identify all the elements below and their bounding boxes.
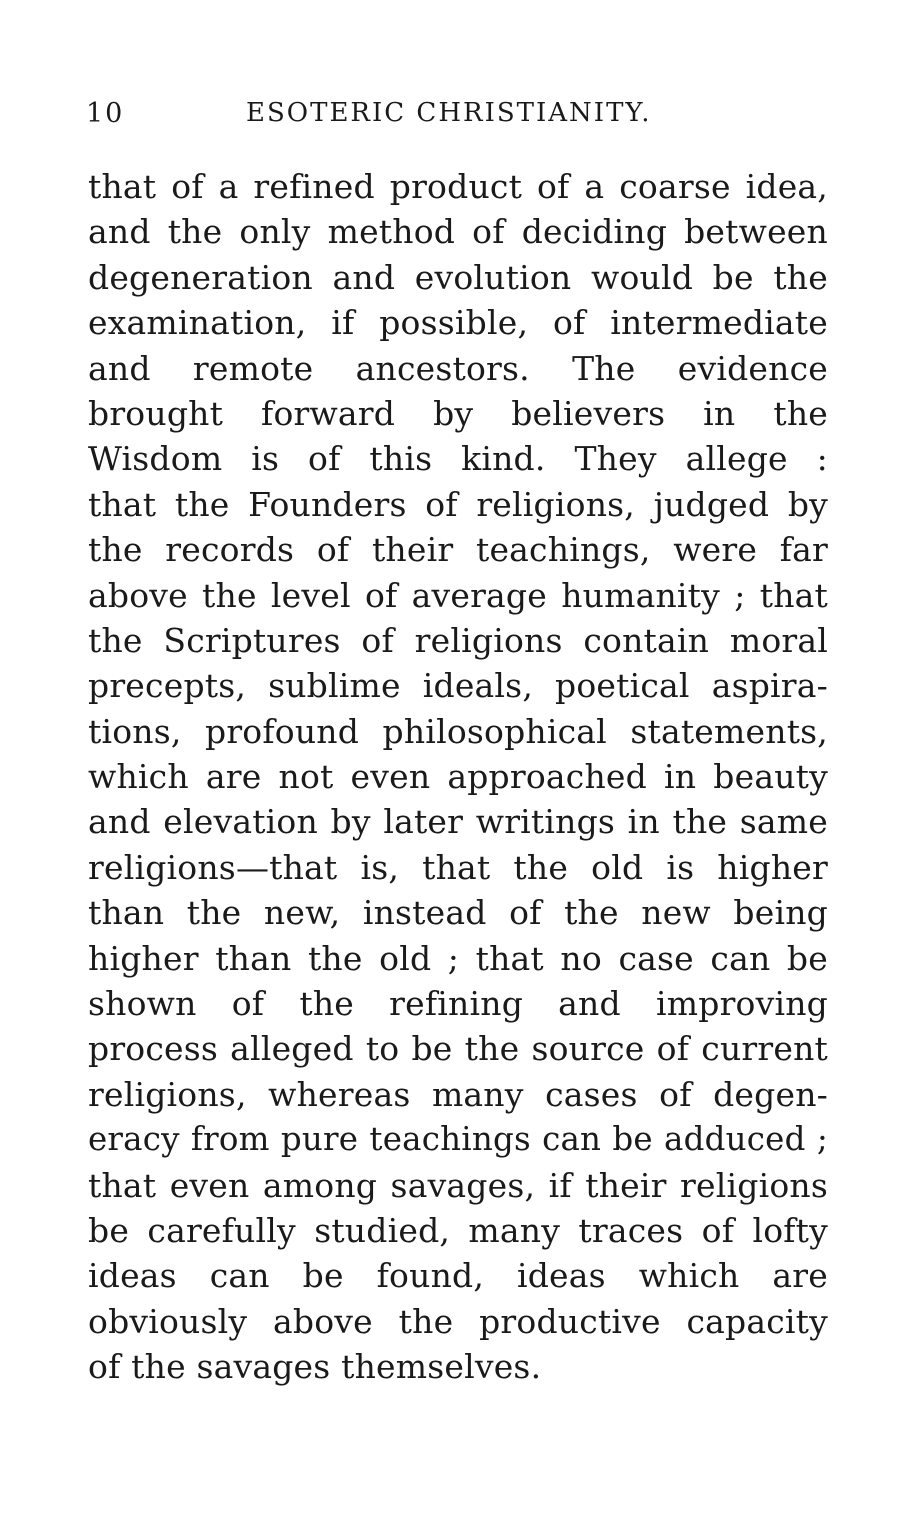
text-line: religions—that is, that the old is higher bbox=[88, 847, 828, 887]
text-line: brought forward by believers in the bbox=[88, 393, 828, 433]
text-line: degeneration and evolution would be the bbox=[88, 257, 828, 297]
text-line: and the only method of deciding between bbox=[88, 212, 828, 252]
text-line: and elevation by later writings in the same bbox=[88, 802, 828, 842]
text-line: examination, if possible, of intermediate bbox=[88, 303, 828, 343]
page-number: 10 bbox=[86, 98, 125, 129]
text-line: that even among savages, if their religions bbox=[88, 1165, 828, 1205]
text-line: eracy from pure teachings can be adduced ; bbox=[88, 1120, 828, 1159]
text-line: be carefully studied, many traces of lofty bbox=[88, 1210, 828, 1250]
text-line: ideas can be found, ideas which are bbox=[88, 1256, 828, 1296]
text-line: tions, profound philosophical statements, bbox=[88, 711, 828, 751]
text-line: Wisdom is of this kind. They allege : bbox=[88, 439, 828, 479]
text-line: process alleged to be the source of current bbox=[88, 1029, 828, 1069]
text-line: obviously above the productive capacity bbox=[88, 1301, 828, 1341]
text-line: that the Founders of religions, judged by bbox=[88, 484, 828, 524]
body-paragraph bbox=[88, 164, 828, 1390]
text-line: of the savages themselves. bbox=[88, 1347, 542, 1387]
text-line: that of a refined product of a coarse idea, bbox=[88, 167, 828, 206]
text-line: which are not even approached in beauty bbox=[88, 757, 828, 797]
text-line: religions, whereas many cases of degen- bbox=[88, 1074, 828, 1114]
running-head bbox=[86, 98, 826, 134]
text-line: the Scriptures of religions contain moral bbox=[88, 620, 828, 660]
text-line: the records of their teachings, were far bbox=[88, 530, 828, 570]
text-line: above the level of average humanity ; that bbox=[88, 575, 828, 615]
running-title: ESOTERIC CHRISTIANITY. bbox=[246, 98, 652, 128]
text-line: shown of the refining and improving bbox=[88, 984, 828, 1024]
text-line: higher than the old ; that no case can be bbox=[88, 938, 828, 978]
text-line: than the new, instead of the new being bbox=[88, 893, 828, 933]
text-line: precepts, sublime ideals, poetical aspira- bbox=[88, 666, 828, 706]
text-line: and remote ancestors. The evidence bbox=[88, 348, 828, 388]
